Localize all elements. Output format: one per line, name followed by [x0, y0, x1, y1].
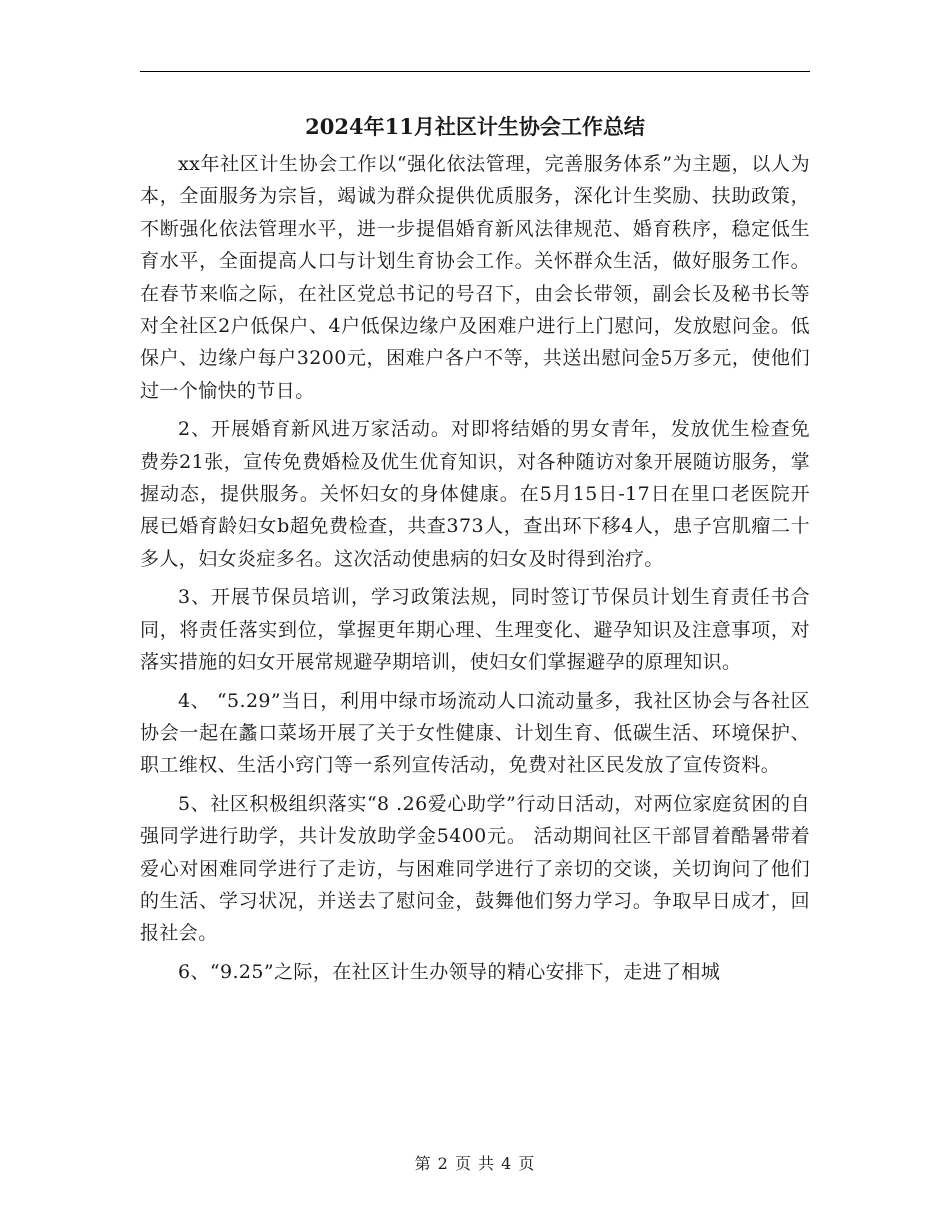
page-number-footer: 第 2 页 共 4 页	[414, 1154, 536, 1173]
paragraph-item-6: 6、“9.25”之际，在社区计生办领导的精心安排下，走进了相城	[178, 960, 721, 983]
document-body	[140, 148, 810, 988]
paragraph-item-5: 5、社区积极组织落实“8 .26爱心助学”行动日活动，对两位家庭贫困的自强同学进行助学，共计发放助学金5400元。 活动期间社区干部冒着酷暑带着爱心对困难同学进行了走访，与困难同学进行了亲切的交谈，关切询问了他们的生活、学习状况，并送去了慰问金，鼓舞他们努力学习。争取早日成才，回报社会。	[140, 792, 810, 945]
paragraph-item-3: 3、开展节保员培训，学习政策法规，同时签订节保员计划生育责任书合同，将责任落实到位，掌握更年期心理、生理变化、避孕知识及注意事项，对落实措施的妇女开展常规避孕期培训，使妇女们掌握避孕的原理知识。	[140, 586, 810, 674]
paragraph-item-4: 4、 “5.29”当日，利用中绿市场流动人口流动量多，我社区协会与各社区协会一起在蠡口菜场开展了关于女性健康、计划生育、低碳生活、环境保护、职工维权、生活小窍门等一系列宣传活动，免费对社区民发放了宣传资料。	[140, 689, 810, 777]
paragraph-item-2: 2、开展婚育新风进万家活动。对即将结婚的男女青年，发放优生检查免费券21张，宣传免费婚检及优生优育知识，对各种随访对象开展随访服务，掌握动态，提供服务。关怀妇女的身体健康。在5月15日-17日在里口老医院开展已婚育龄妇女b超免费检查，共查373人，查出环下移4人，患子宫肌瘤二十多人，妇女炎症多名。这次活动使患病的妇女及时得到治疗。	[140, 418, 810, 570]
header-rule	[140, 71, 810, 72]
document-title: 2024年11月社区计生协会工作总结	[305, 114, 645, 139]
paragraph-intro: xx年社区计生协会工作以“强化依法管理，完善服务体系”为主题，以人为本，全面服务为宗旨，竭诚为群众提供优质服务，深化计生奖励、扶助政策，不断强化依法管理水平，进一步提倡婚育新风法律规范、婚育秩序，稳定低生育水平，全面提高人口与计划生育协会工作。关怀群众生活，做好服务工作。在春节来临之际，在社区党总书记的号召下，由会长带领，副会长及秘书长等对全社区2户低保户、4户低保边缘户及困难户进行上门慰问，发放慰问金。低保户、边缘户每户3200元，困难户各户不等，共送出慰问金5万多元，使他们过一个愉快的节日。	[140, 153, 810, 402]
